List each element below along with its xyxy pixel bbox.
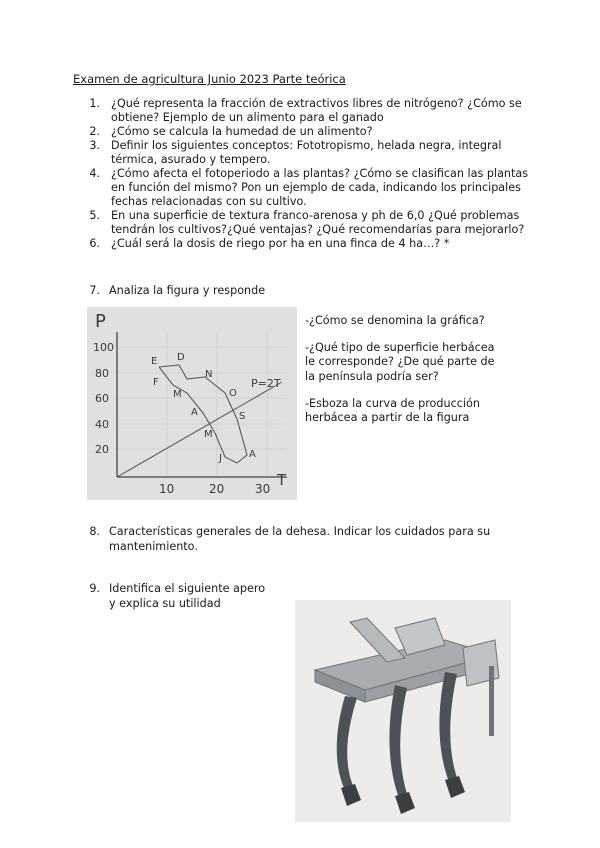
y-tick-label: 40: [95, 418, 109, 431]
point-label: A: [191, 407, 198, 418]
y-tick-label: 80: [95, 367, 109, 380]
point-label: F: [153, 377, 159, 388]
line-label: P=2T: [251, 377, 281, 390]
question-8: 8. Características generales de la dehesa. Indicar los cuidados para su mantenimiento.: [74, 525, 544, 554]
point-label: N: [205, 369, 213, 380]
question-item: 5. En una superficie de textura franco-arenosa y ph de 6,0 ¿Qué problemas tendrán los cultivos?¿Qué ventajas? ¿Qué recomendarías para mejorarlo?: [89, 209, 525, 236]
point-label: O: [229, 388, 237, 399]
point-label: J: [219, 453, 222, 464]
question-text: ¿Cuál será la dosis de riego por ha en una finca de 4 ha…? *: [111, 237, 450, 250]
question-text: ¿Cómo se calcula la humedad de un alimento?: [111, 125, 373, 138]
x-tick-label: 20: [209, 482, 225, 496]
point-label: M: [204, 429, 213, 440]
y-tick-label: 100: [93, 341, 114, 354]
x-tick-label: 30: [255, 482, 271, 496]
question-text: ¿Qué representa la fracción de extractivos libres de nitrógeno? ¿Cómo se obtiene? Ejemplo de un alimento para el ganado: [111, 97, 522, 124]
question-list: [74, 97, 544, 251]
subquestion: -¿Cómo se denomina la gráfica?: [305, 314, 485, 327]
question-item: 4. ¿Cómo afecta el fotoperiodo a las plantas? ¿Cómo se clasifican las plantas en función del mismo? Pon un ejemplo de cada, indicando los principales fechas relacionadas con su cultivo.: [89, 167, 529, 208]
question-text: En una superficie de textura franco-arenosa y ph de 6,0 ¿Qué problemas tendrán los cultivos?¿Qué ventajas? ¿Qué recomendarías para mejorarlo?: [111, 209, 525, 236]
question-7: 7. Analiza la figura y responde: [89, 284, 266, 297]
question-item: 2. ¿Cómo se calcula la humedad de un alimento?: [89, 125, 373, 138]
axis-p-label: P: [95, 311, 106, 332]
question-text: ¿Cómo afecta el fotoperiodo a las plantas? ¿Cómo se clasifican las plantas en función del mismo? Pon un ejemplo de cada, indicando los principales fechas relacionadas con su cultivo.: [111, 167, 529, 208]
question-9: 9. Identifica el siguiente apero y explica su utilidad: [74, 582, 274, 611]
point-label: D: [177, 352, 185, 363]
climogram-figure: [87, 307, 297, 500]
y-tick-label: 20: [95, 443, 109, 456]
exam-title: Examen de agricultura Junio 2023 Parte teórica: [73, 72, 346, 86]
question-item: 3. Definir los siguientes conceptos: Fototropismo, helada negra, integral térmica, asurado y tempero.: [89, 139, 502, 166]
question-text: Definir los siguientes conceptos: Fototropismo, helada negra, integral térmica, asurado y tempero.: [111, 139, 502, 166]
x-tick-label: 10: [159, 482, 175, 496]
subsoiler-photo: [295, 600, 511, 822]
point-label: A: [249, 449, 256, 460]
q7-subquestions: [305, 314, 505, 438]
y-tick-label: 60: [95, 392, 109, 405]
point-label: S: [239, 411, 246, 422]
subsoiler-illustration: [295, 600, 511, 822]
question-text: Identifica el siguiente apero y explica su utilidad: [109, 582, 266, 610]
question-item: 6. ¿Cuál será la dosis de riego por ha en una finca de 4 ha…? *: [89, 237, 450, 250]
point-label: M: [173, 389, 182, 400]
question-text: Características generales de la dehesa. Indicar los cuidados para su mantenimiento.: [109, 525, 491, 553]
point-label: E: [151, 356, 158, 367]
subquestion: -Esboza la curva de producción herbácea a partir de la figura: [305, 396, 480, 425]
climogram-drawing: [87, 307, 297, 500]
axis-t-label: T: [277, 471, 287, 489]
question-text: Analiza la figura y responde: [109, 284, 266, 297]
subquestion: -¿Qué tipo de superficie herbácea le corresponde? ¿De qué parte de la península podría ser?: [305, 341, 495, 383]
question-item: 1. ¿Qué representa la fracción de extractivos libres de nitrógeno? ¿Cómo se obtiene? Ejemplo de un alimento para el ganado: [89, 97, 522, 124]
